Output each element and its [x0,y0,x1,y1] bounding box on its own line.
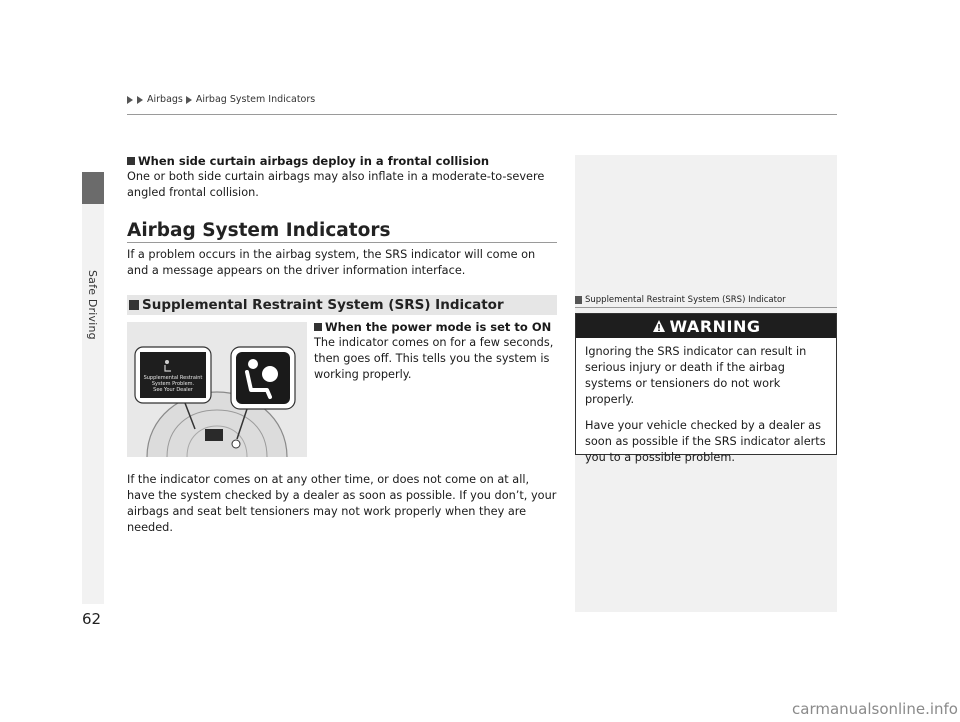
warning-header [576,314,836,338]
page-number: 62 [82,610,102,628]
warning-paragraph-2: Have your vehicle checked by a dealer as soon as possible if the SRS indicator alerts you to a possible problem. [585,419,826,464]
srs-section-bar [127,295,557,315]
square-bullet-icon [129,300,139,310]
arrow-icon [137,96,143,104]
note-marker-icon [575,296,582,304]
display-line-2: System Problem. [151,381,195,387]
note-title [575,295,837,305]
section-side-curtain [127,154,557,201]
power-body: The indicator comes on for a few seconds, then goes off. This tells you the system is working properly. [314,336,554,381]
after-text: If the indicator comes on at any other time, or does not come on at all, have the system checked by a dealer as soon as possible. If you don’t, your airbags and seat belt tensioners may not work properly when they are needed. [127,473,557,534]
note-rule [575,307,837,308]
note-title-text: Supplemental Restraint System (SRS) Indicator [585,295,786,305]
breadcrumb [127,94,315,105]
display-line-1: Supplemental Restraint [143,375,203,381]
breadcrumb-item-indicators[interactable]: Airbag System Indicators [195,94,316,105]
square-bullet-icon [127,157,135,165]
side-tab-rail [82,204,104,604]
section-heading: When side curtain airbags deploy in a frontal collision [138,154,490,168]
warning-label: WARNING [669,316,761,336]
side-tab-label: Safe Driving [86,270,99,340]
square-bullet-icon [314,323,322,331]
section-power-mode [314,320,559,383]
section-body: One or both side curtain airbags may also inflate in a moderate-to-severe angled frontal collision. [127,170,545,199]
breadcrumb-item-airbags[interactable]: Airbags [147,94,183,105]
title-rule [127,242,557,243]
srs-section-title: Supplemental Restraint System (SRS) Indicator [142,297,504,313]
warning-box [575,313,837,464]
arrow-icon [186,96,192,104]
display-line-3: See Your Dealer [153,387,193,393]
power-heading: When the power mode is set to ON [325,320,552,334]
side-tab-marker [82,172,104,204]
header-rule [127,114,837,115]
watermark: carmanualsonline.info [792,700,958,718]
warning-triangle-icon [652,319,666,333]
arrow-icon [127,96,133,104]
srs-dashboard-illustration [127,322,307,457]
warning-paragraph-1: Ignoring the SRS indicator can result in serious injury or death if the airbag systems or tensioners do not work properly. [585,345,807,406]
intro-text: If a problem occurs in the airbag system, the SRS indicator will come on and a message appears on the driver information interface. [127,248,536,277]
page-title: Airbag System Indicators [127,220,391,241]
